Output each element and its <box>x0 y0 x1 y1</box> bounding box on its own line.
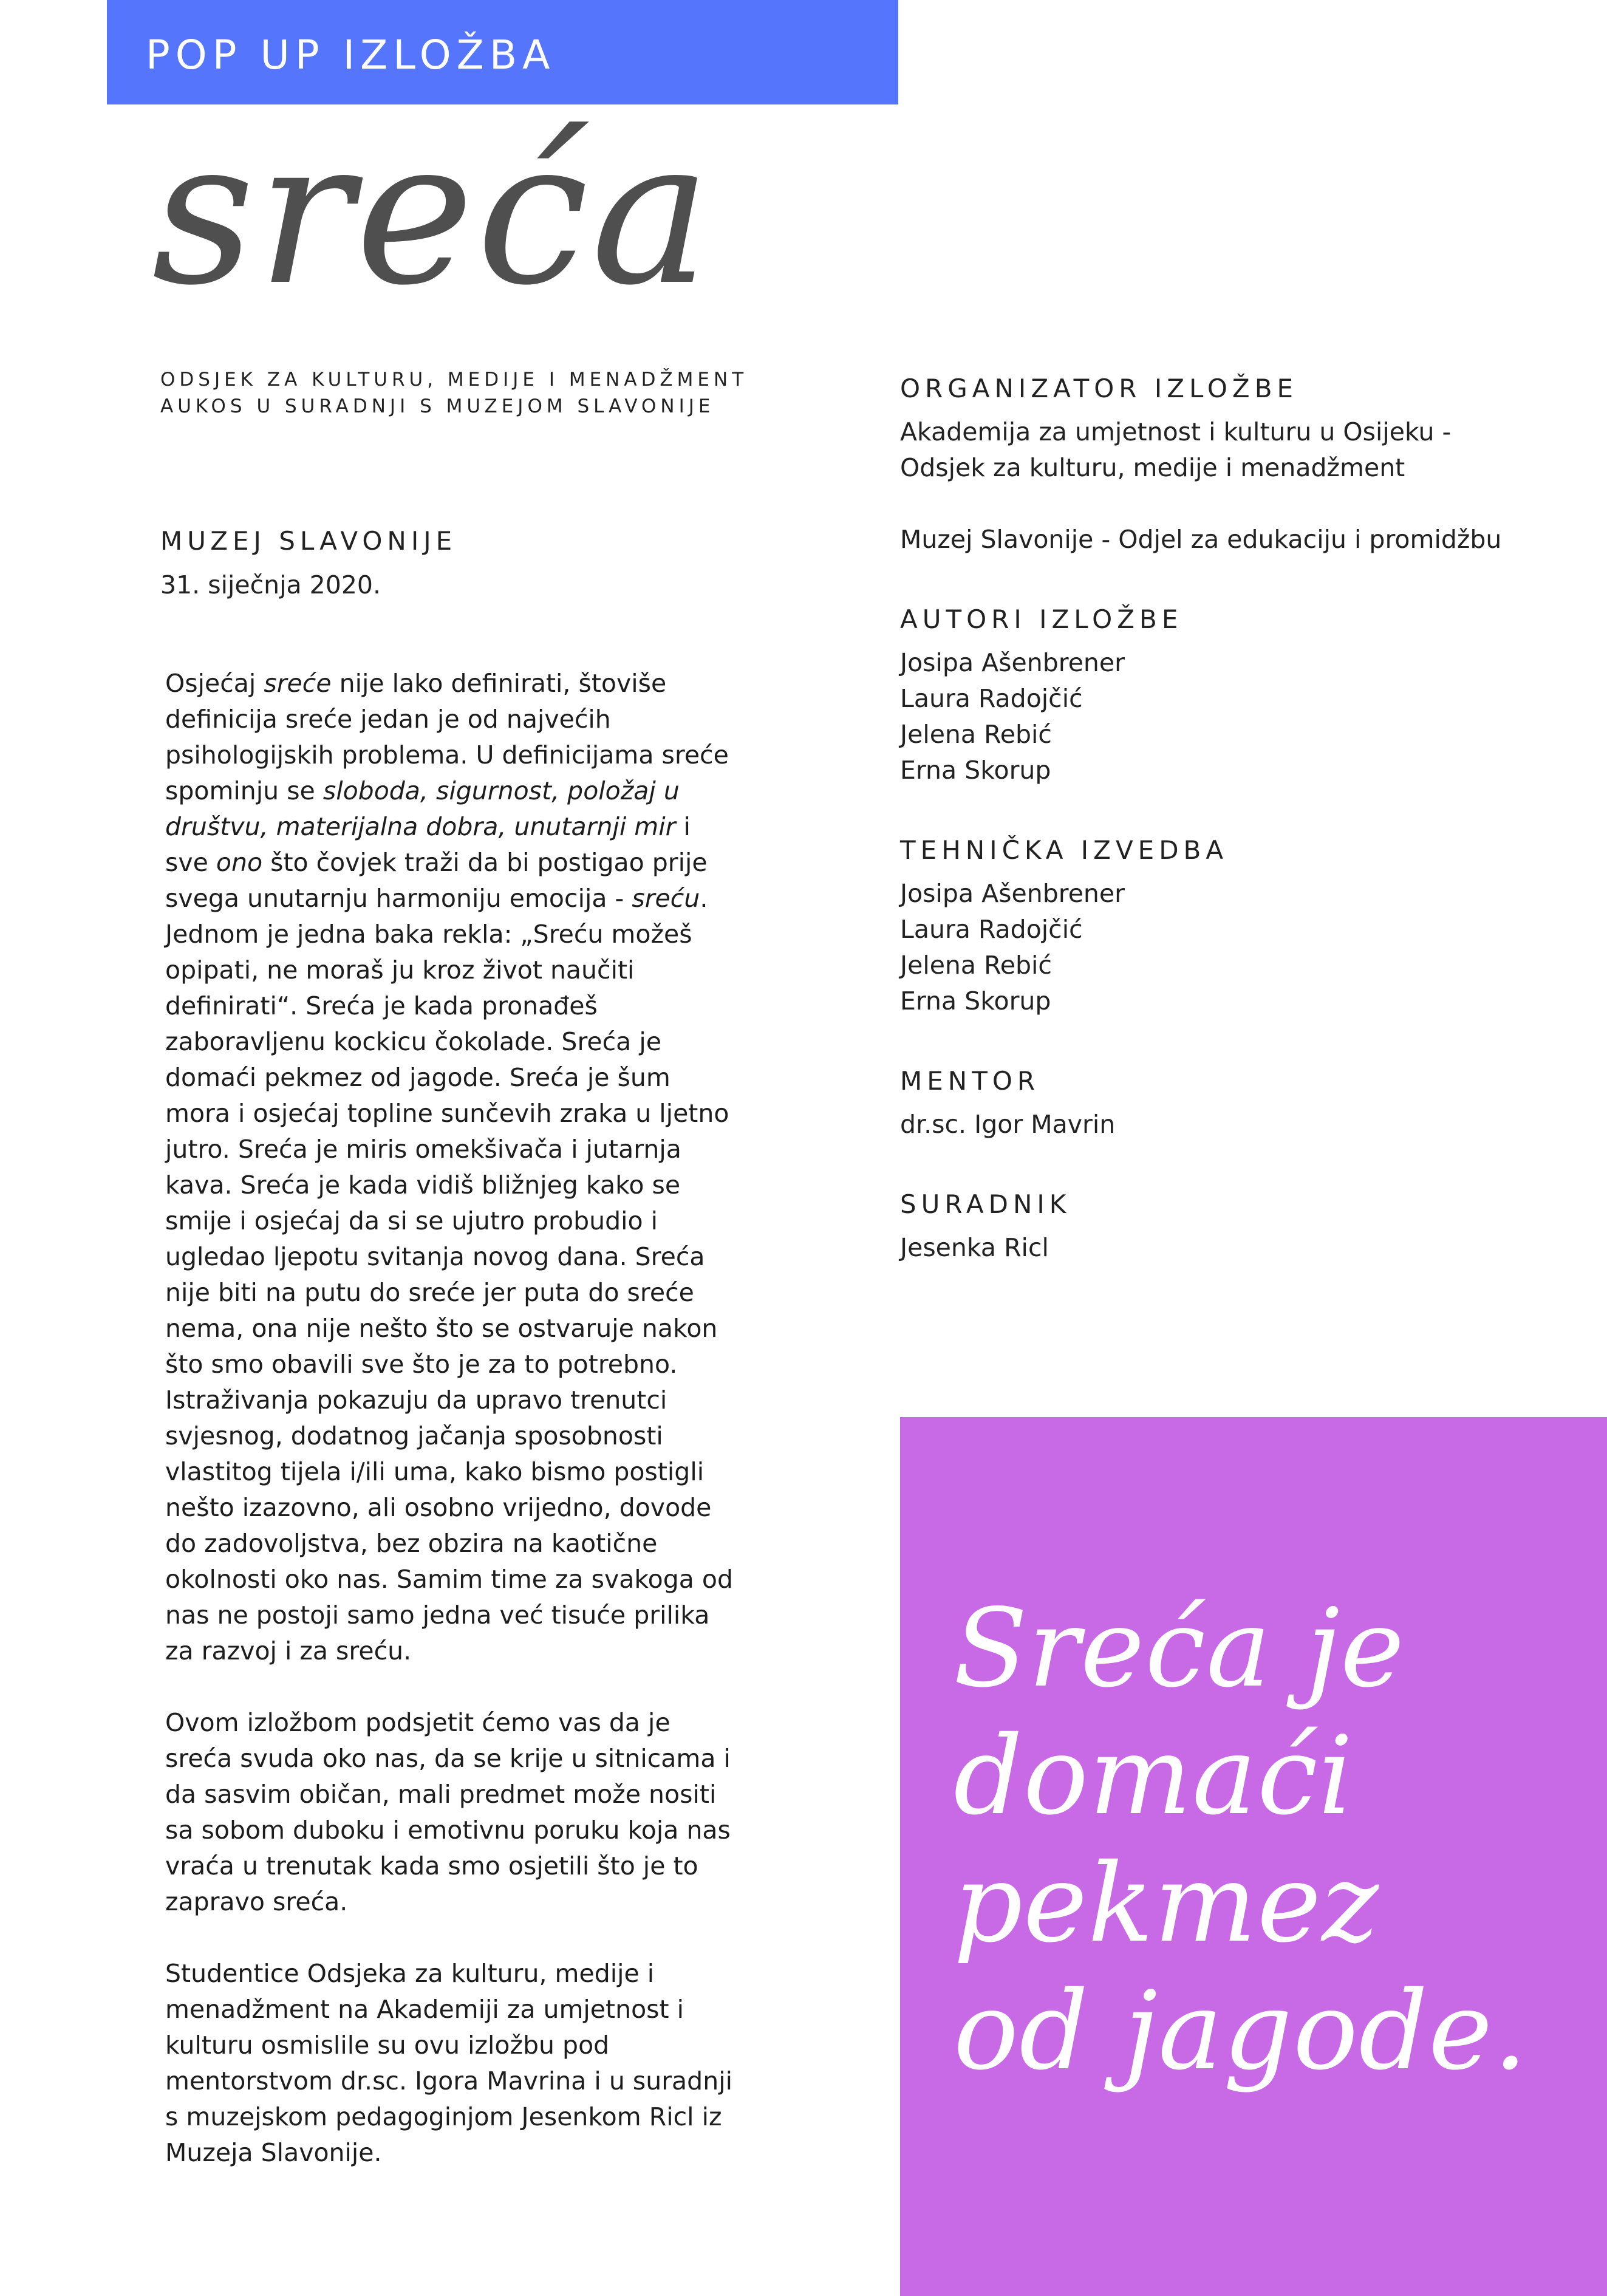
venue-heading: MUZEJ SLAVONIJE <box>160 526 457 556</box>
header-band <box>107 0 898 104</box>
emphasis-text: sloboda, sigurnost, položaj u društvu, materijalna dobra, unutarnji mir <box>165 776 680 841</box>
text-run: nije lako definirati, štoviše definicija sreće jedan je od najvećih psihologijskih problema. U definicijama sreće spominju se <box>165 669 729 805</box>
kicker-line: AUKOS U SURADNJI S MUZEJOM SLAVONIJE <box>160 395 715 417</box>
quote-line: od jagode. <box>954 1968 1528 2094</box>
author-name: Jelena Rebić <box>900 720 1052 749</box>
associate-heading: SURADNIK <box>900 1189 1071 1219</box>
kicker-line: ODSJEK ZA KULTURU, MEDIJE I MENADŽMENT <box>160 369 748 391</box>
associate-section <box>900 1186 1568 1266</box>
mentor-heading: MENTOR <box>900 1066 1040 1096</box>
technical-name: Jelena Rebić <box>900 951 1052 980</box>
authors-section <box>900 601 1568 788</box>
technical-heading: TEHNIČKA IZVEDBA <box>900 835 1229 865</box>
author-name: Laura Radojčić <box>900 684 1083 713</box>
mentor-name: dr.sc. Igor Mavrin <box>900 1110 1116 1139</box>
emphasis-text: sreće <box>264 669 332 698</box>
quote-box <box>900 1417 1607 2296</box>
page-title: sreća <box>152 96 713 329</box>
text-run: i sve <box>165 812 691 877</box>
body-paragraph-2: Ovom izložbom podsjetit ćemo vas da je sreća svuda oko nas, da se krije u sitnicama i da sasvim običan, mali predmet može nositi sa sobom duboku i emotivnu poruku koja nas vraća u trenutak kada smo osjetili što je to zapravo sreća. <box>165 1708 731 1916</box>
quote-line: pekmez <box>954 1840 1380 1966</box>
organizer-section <box>900 371 1568 558</box>
associate-name: Jesenka Ricl <box>900 1233 1049 1262</box>
organizer-line-2: Muzej Slavonije - Odjel za edukaciju i promidžbu <box>900 525 1502 554</box>
body-text <box>165 666 736 2171</box>
technical-section <box>900 832 1568 1019</box>
technical-name: Josipa Ašenbrener <box>900 879 1125 908</box>
author-name: Erna Skorup <box>900 756 1051 785</box>
quote-text <box>954 1585 1597 2095</box>
text-run: . Jednom je jedna baka rekla: „Sreću možeš opipati, ne moraš ju kroz život naučiti definirati“. Sreća je kada pronađeš zaboravljenu kockicu čokolade. Sreća je domaći pekmez od jagode. Sreća je šum mora i osjećaj topline sunčevih zraka u ljetno jutro. Sreća je miris omekšivača i jutarnja kava. Sreća je kada vidiš bližnjeg kako se smije i osjećaj da si se ujutro probudio i ugledao ljepotu svitanja novog dana. Sreća nije biti na putu do sreće jer puta do sreće nema, ona nije nešto što se ostvaruje nakon što smo obavili sve što je za to potrebno. Istraživanja pokazuju da upravo trenutci svjesnog, dodatnog jačanja sposobnosti vlastitog tijela i/ili uma, kako bismo postigli nešto izazovno, ali osobno vrijedno, dovode do zadovoljstva, bez obzira na kaotične okolnosti oko nas. Samim time za svakoga od nas ne postoji samo jedna već tisuće prilika za razvoj i za sreću. <box>165 884 733 1666</box>
organizer-line: Akademija za umjetnost i kulturu u Osijeku - <box>900 417 1452 446</box>
text-run: što čovjek traži da bi postigao prije svega unutarnju harmoniju emocija - <box>165 848 708 913</box>
quote-line: domaći <box>954 1713 1354 1839</box>
text-run: Osjećaj <box>165 669 264 698</box>
mentor-section <box>900 1063 1568 1143</box>
technical-name: Laura Radojčić <box>900 915 1083 944</box>
quote-line: Sreća je <box>954 1585 1405 1711</box>
organizer-heading: ORGANIZATOR IZLOŽBE <box>900 374 1298 403</box>
credits-column <box>900 371 1568 1310</box>
emphasis-text: ono <box>216 848 263 877</box>
body-paragraph-1 <box>165 666 736 1669</box>
author-name: Josipa Ašenbrener <box>900 648 1125 677</box>
authors-heading: AUTORI IZLOŽBE <box>900 604 1183 634</box>
technical-name: Erna Skorup <box>900 986 1051 1016</box>
venue-date: 31. siječnja 2020. <box>160 570 381 600</box>
organizer-line: Odsjek za kulturu, medije i menadžment <box>900 453 1405 482</box>
body-paragraph-3: Studentice Odsjeka za kulturu, medije i menadžment na Akademiji za umjetnost i kulturu osmislile su ovu izložbu pod mentorstvom dr.sc. Igora Mavrina i u suradnji s muzejskom pedagoginjom Jesenkom Ricl iz Muzeja Slavonije. <box>165 1959 732 2167</box>
kicker <box>160 366 748 420</box>
header-band-label: POP UP IZLOŽBA <box>146 32 556 78</box>
emphasis-text: sreću <box>632 884 700 913</box>
